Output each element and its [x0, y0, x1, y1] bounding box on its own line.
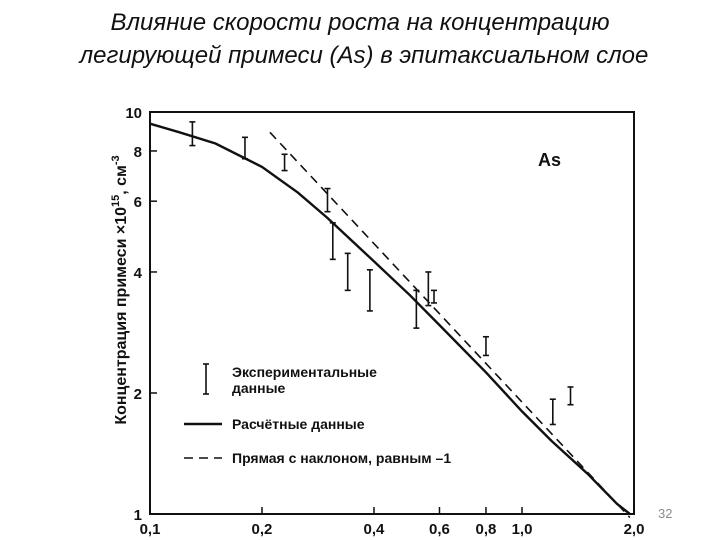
y-axis-label-unit: , см [113, 165, 130, 195]
y-tick-label-2: 4 [133, 264, 142, 282]
y-axis-label-unit-exponent: -3 [110, 155, 122, 166]
element-annotation: As [538, 150, 562, 170]
x-tick-label-0: 0,1 [139, 521, 161, 538]
legend-calculated-label: Расчётные данные [232, 416, 365, 432]
x-tick-label-2: 0,4 [363, 521, 385, 538]
slide-number: 32 [658, 506, 673, 521]
error-bar-9 [431, 290, 437, 303]
error-bar-1 [242, 137, 248, 158]
error-bar-0 [189, 122, 195, 146]
y-axis-label-exponent: 15 [110, 194, 122, 207]
error-bar-4 [330, 223, 336, 260]
y-axis-label-main: Концентрация примеси ×10 [113, 206, 130, 425]
x-tick-label-5: 1,0 [511, 521, 533, 538]
legend-slope-label: Прямая с наклоном, равным –1 [232, 450, 452, 466]
error-bar-2 [282, 154, 288, 170]
error-bar-5 [345, 253, 351, 290]
x-tick-label-6: 2,0 [623, 521, 645, 538]
y-tick-label-0: 1 [133, 507, 142, 524]
legend-experimental-line-0: Экспериментальные [232, 364, 377, 380]
legend-experimental-line-1: данные [232, 380, 286, 396]
error-bar-12 [567, 387, 573, 405]
title-line-1: Влияние скорости роста на концентрацию [110, 9, 610, 36]
y-tick-label-5: 10 [125, 105, 142, 122]
x-tick-label-1: 0,2 [251, 521, 273, 538]
chart-ticks [125, 105, 644, 538]
y-tick-label-1: 2 [133, 385, 142, 403]
x-tick-label-3: 0,6 [429, 521, 450, 538]
title-line-2: легирующей примеси (As) в эпитаксиальном слое [79, 42, 649, 69]
error-bar-6 [367, 270, 373, 311]
legend-experimental-label [232, 364, 377, 396]
x-tick-label-4: 0,8 [475, 521, 497, 538]
error-bar-11 [550, 399, 556, 424]
y-tick-label-4: 8 [133, 143, 142, 161]
error-bar-10 [483, 337, 489, 356]
error-bar-7 [413, 290, 419, 328]
y-axis-label [110, 155, 130, 424]
chart-legend [184, 364, 451, 466]
y-tick-label-3: 6 [133, 194, 142, 212]
